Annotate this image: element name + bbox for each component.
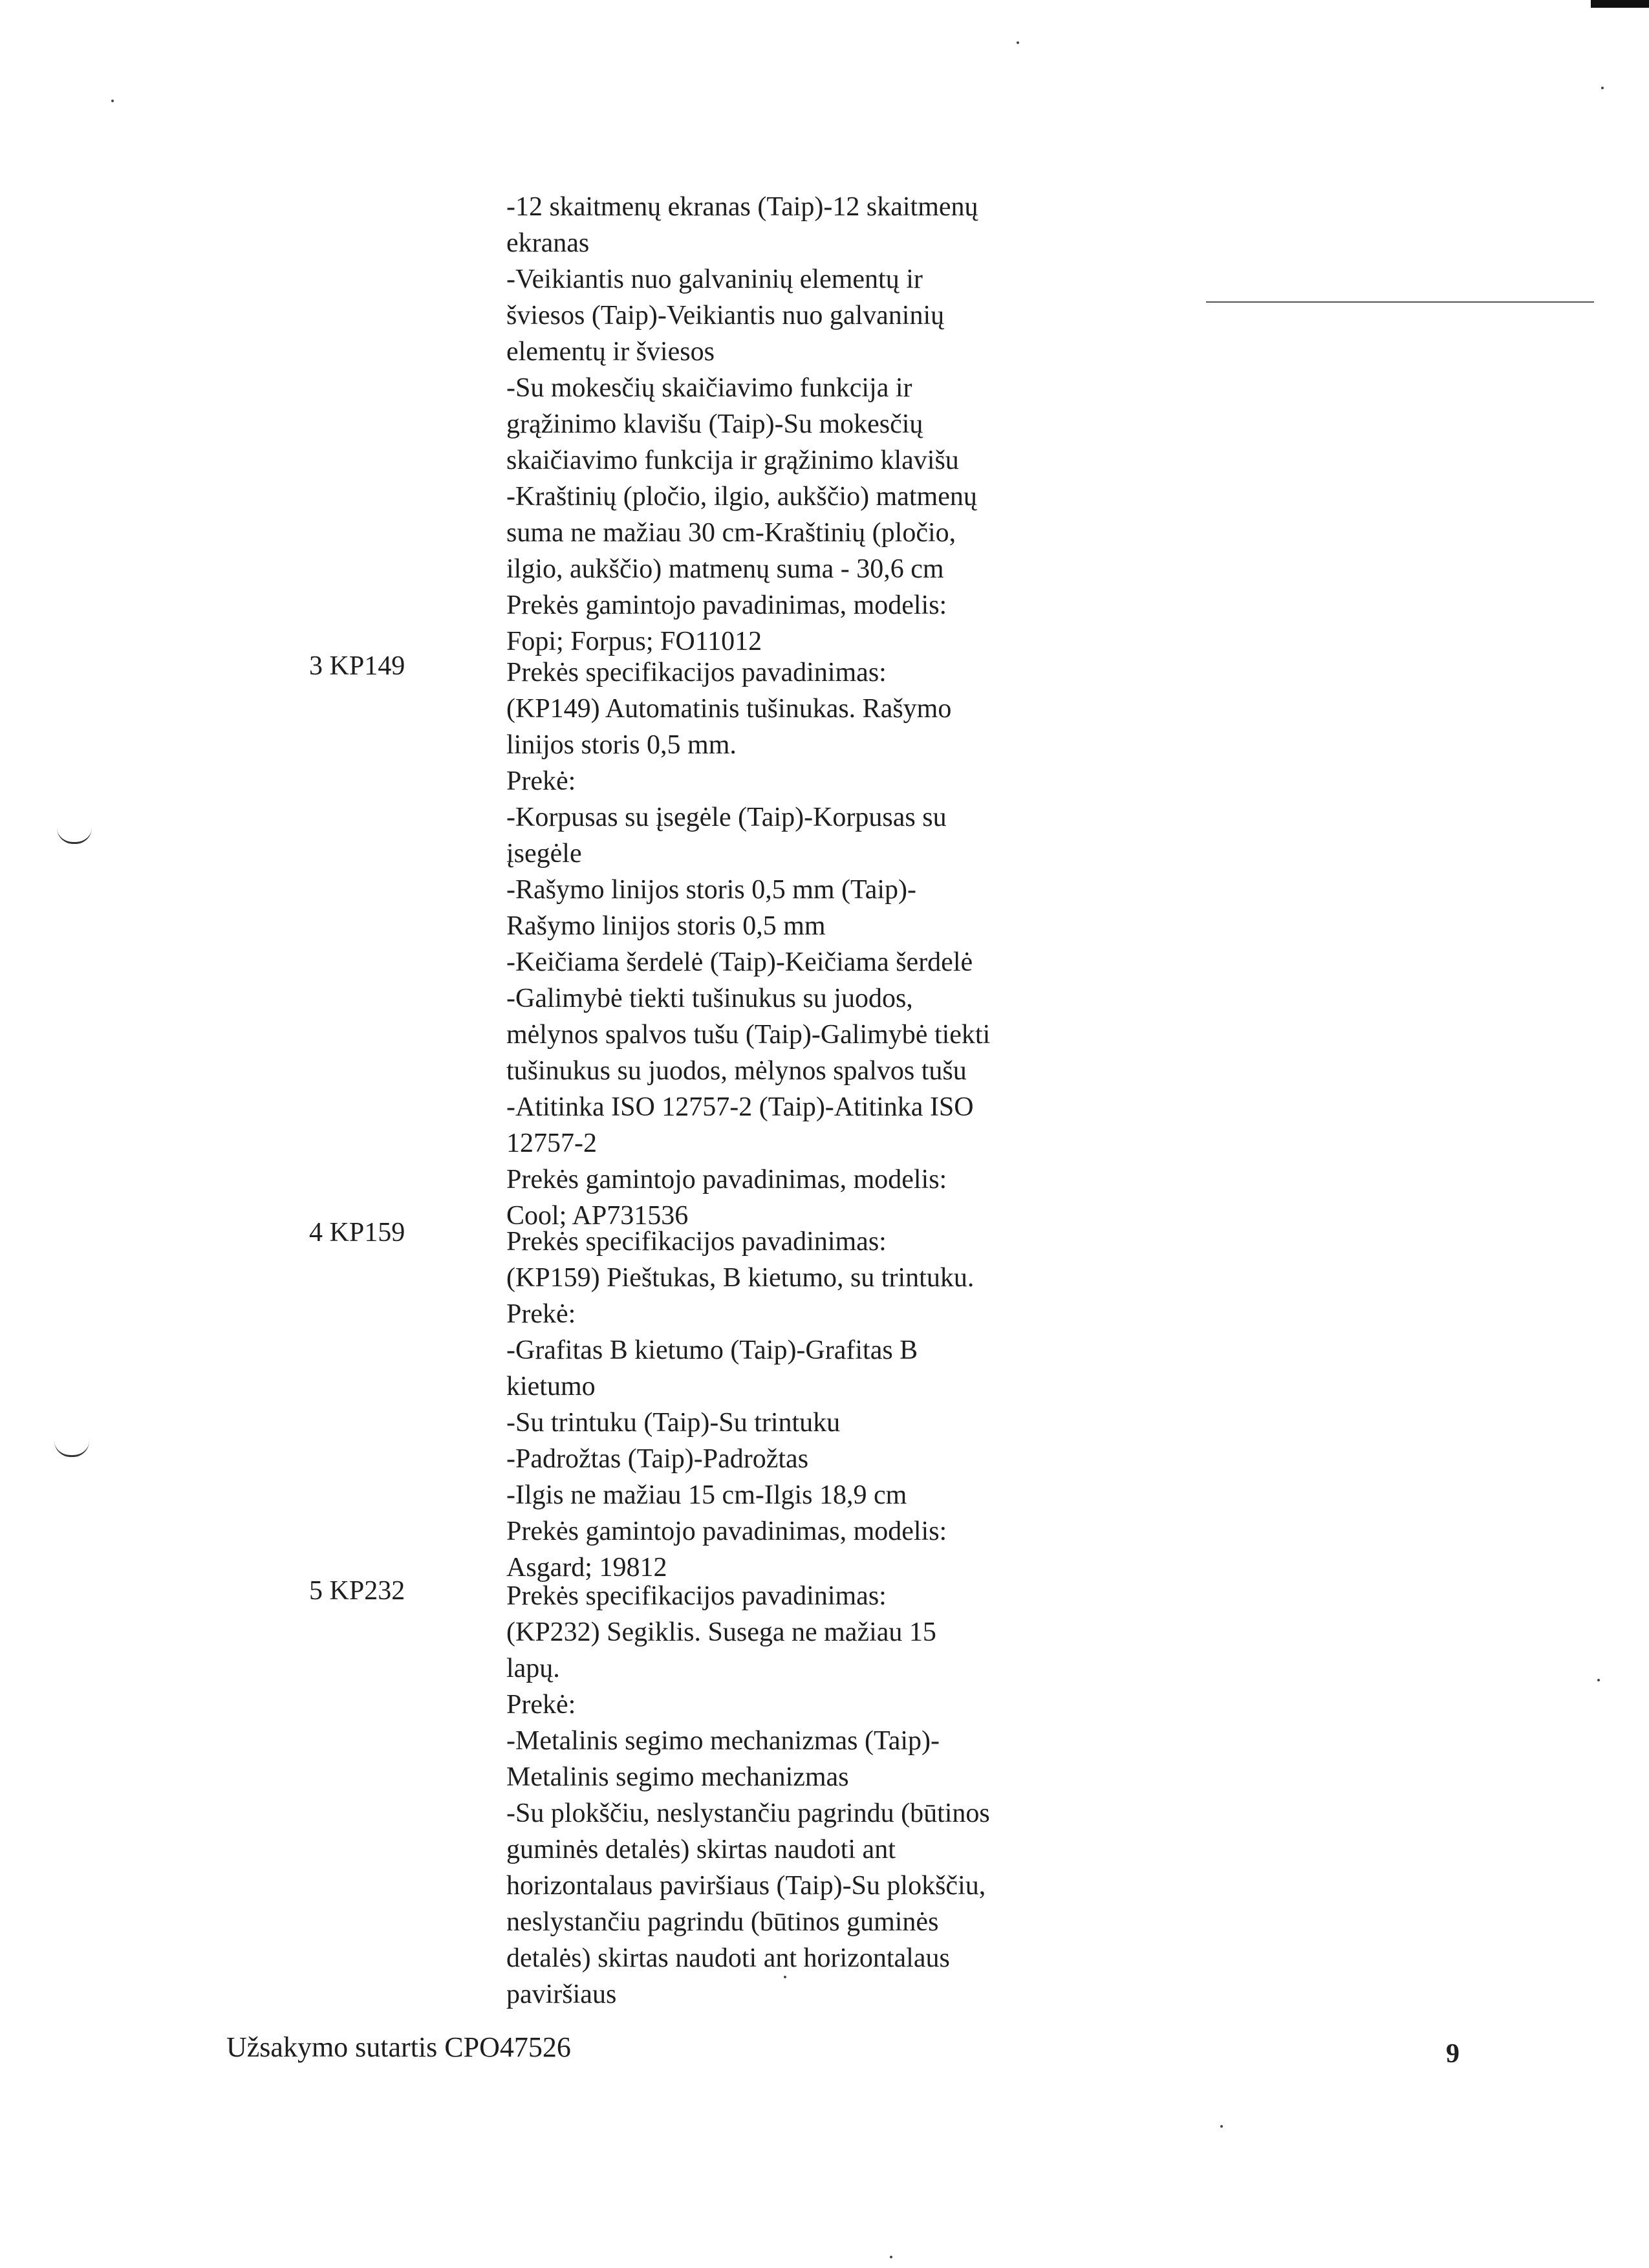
spec-line: grąžinimo klavišu (Taip)-Su mokesčių [506, 409, 923, 439]
spec-line: 12757-2 [506, 1129, 597, 1158]
spec-line: Rašymo linijos storis 0,5 mm [506, 911, 826, 941]
spec-line: Asgard; 19812 [506, 1553, 667, 1582]
spec-line: -Galimybė tiekti tušinukus su juodos, [506, 984, 913, 1013]
spec-block-kp232 [506, 1578, 1088, 2013]
scan-dot [890, 2256, 892, 2258]
spec-line: -Kraštinių (pločio, ilgio, aukščio) matmenų [506, 482, 977, 512]
spec-line: -Su trintuku (Taip)-Su trintuku [506, 1408, 841, 1438]
spec-line: -Veikiantis nuo galvaninių elementų ir [506, 265, 923, 294]
spec-line: -Metalinis segimo mechanizmas (Taip)- [506, 1726, 940, 1756]
spec-line: Fopi; Forpus; FO11012 [506, 627, 762, 656]
spec-line: elementų ir šviesos [506, 337, 715, 367]
spec-line: horizontalaus paviršiaus (Taip)-Su plokščiu, [506, 1871, 986, 1901]
spec-line: Prekės specifikacijos pavadinimas: [506, 658, 887, 687]
spec-line: linijos storis 0,5 mm. [506, 730, 737, 760]
scan-dot [1017, 41, 1019, 44]
scan-dot [1601, 87, 1604, 89]
spec-line: Prekės specifikacijos pavadinimas: [506, 1581, 887, 1611]
item-number: 3 KP149 [309, 651, 405, 681]
spec-line: Prekė: [506, 1299, 576, 1329]
spec-line: (KP232) Segiklis. Susega ne mažiau 15 [506, 1617, 936, 1647]
spec-line: -Su plokščiu, neslystančiu pagrindu (būtinos [506, 1798, 990, 1828]
scan-dot [111, 100, 114, 102]
spec-line: (KP149) Automatinis tušinukas. Rašymo [506, 694, 952, 724]
spec-line: Prekė: [506, 766, 576, 796]
spec-line: įsegėle [506, 839, 582, 869]
spec-line: Metalinis segimo mechanizmas [506, 1762, 849, 1792]
scan-corner-mark [1591, 0, 1649, 8]
spec-line: skaičiavimo funkcija ir grąžinimo klavišu [506, 446, 959, 475]
spec-line: -Atitinka ISO 12757-2 (Taip)-Atitinka ISO [506, 1092, 974, 1122]
spec-line: -12 skaitmenų ekranas (Taip)-12 skaitmenų [506, 192, 978, 222]
spec-line: -Ilgis ne mažiau 15 cm-Ilgis 18,9 cm [506, 1480, 907, 1510]
spec-line: tušinukus su juodos, mėlynos spalvos tušu [506, 1056, 967, 1086]
scan-rule-mark [1206, 301, 1594, 303]
item-number: 4 KP159 [309, 1218, 405, 1247]
spec-line: (KP159) Pieštukas, B kietumo, su trintuku. [506, 1263, 975, 1293]
spec-line: Prekės gamintojo pavadinimas, modelis: [506, 1165, 947, 1194]
spec-line: Prekės gamintojo pavadinimas, modelis: [506, 1517, 947, 1546]
item-number: 5 KP232 [309, 1576, 405, 1606]
spec-line: guminės detalės) skirtas naudoti ant [506, 1835, 896, 1864]
scan-dot [1597, 1679, 1600, 1681]
footer-contract-title: Užsakymo sutartis CPO47526 [226, 2031, 571, 2063]
spec-line: -Su mokesčių skaičiavimo funkcija ir [506, 373, 912, 403]
spec-block-continuation [506, 189, 1088, 660]
spec-line: -Keičiama šerdelė (Taip)-Keičiama šerdelė [506, 947, 973, 977]
scan-dot [1220, 2125, 1223, 2128]
spec-line: lapų. [506, 1654, 560, 1683]
spec-line: Prekė: [506, 1690, 576, 1720]
scan-curve-mark [57, 828, 92, 844]
spec-line: neslystančiu pagrindu (būtinos guminės [506, 1907, 939, 1937]
spec-line: ekranas [506, 228, 590, 258]
spec-line: -Rašymo linijos storis 0,5 mm (Taip)- [506, 875, 917, 905]
spec-line: šviesos (Taip)-Veikiantis nuo galvaninių [506, 301, 945, 330]
spec-line: suma ne mažiau 30 cm-Kraštinių (pločio, [506, 518, 956, 548]
spec-line: mėlynos spalvos tušu (Taip)-Galimybė tiekti [506, 1020, 991, 1050]
spec-line: paviršiaus [506, 1980, 617, 2009]
spec-line: Prekės specifikacijos pavadinimas: [506, 1227, 887, 1257]
spec-line: -Padrožtas (Taip)-Padrožtas [506, 1444, 809, 1474]
spec-line: -Korpusas su įsegėle (Taip)-Korpusas su [506, 803, 947, 832]
spec-line: kietumo [506, 1372, 596, 1401]
spec-line: detalės) skirtas naudoti ant horizontalaus [506, 1943, 950, 1973]
spec-line: ilgio, aukščio) matmenų suma - 30,6 cm [506, 554, 944, 584]
spec-line: Prekės gamintojo pavadinimas, modelis: [506, 590, 947, 620]
page-number: 9 [1446, 2039, 1460, 2069]
scan-curve-mark [54, 1441, 89, 1457]
spec-line: -Grafitas B kietumo (Taip)-Grafitas B [506, 1335, 918, 1365]
spec-block-kp149 [506, 654, 1088, 1234]
spec-block-kp159 [506, 1224, 1088, 1586]
spec-line: Cool; AP731536 [506, 1201, 689, 1231]
